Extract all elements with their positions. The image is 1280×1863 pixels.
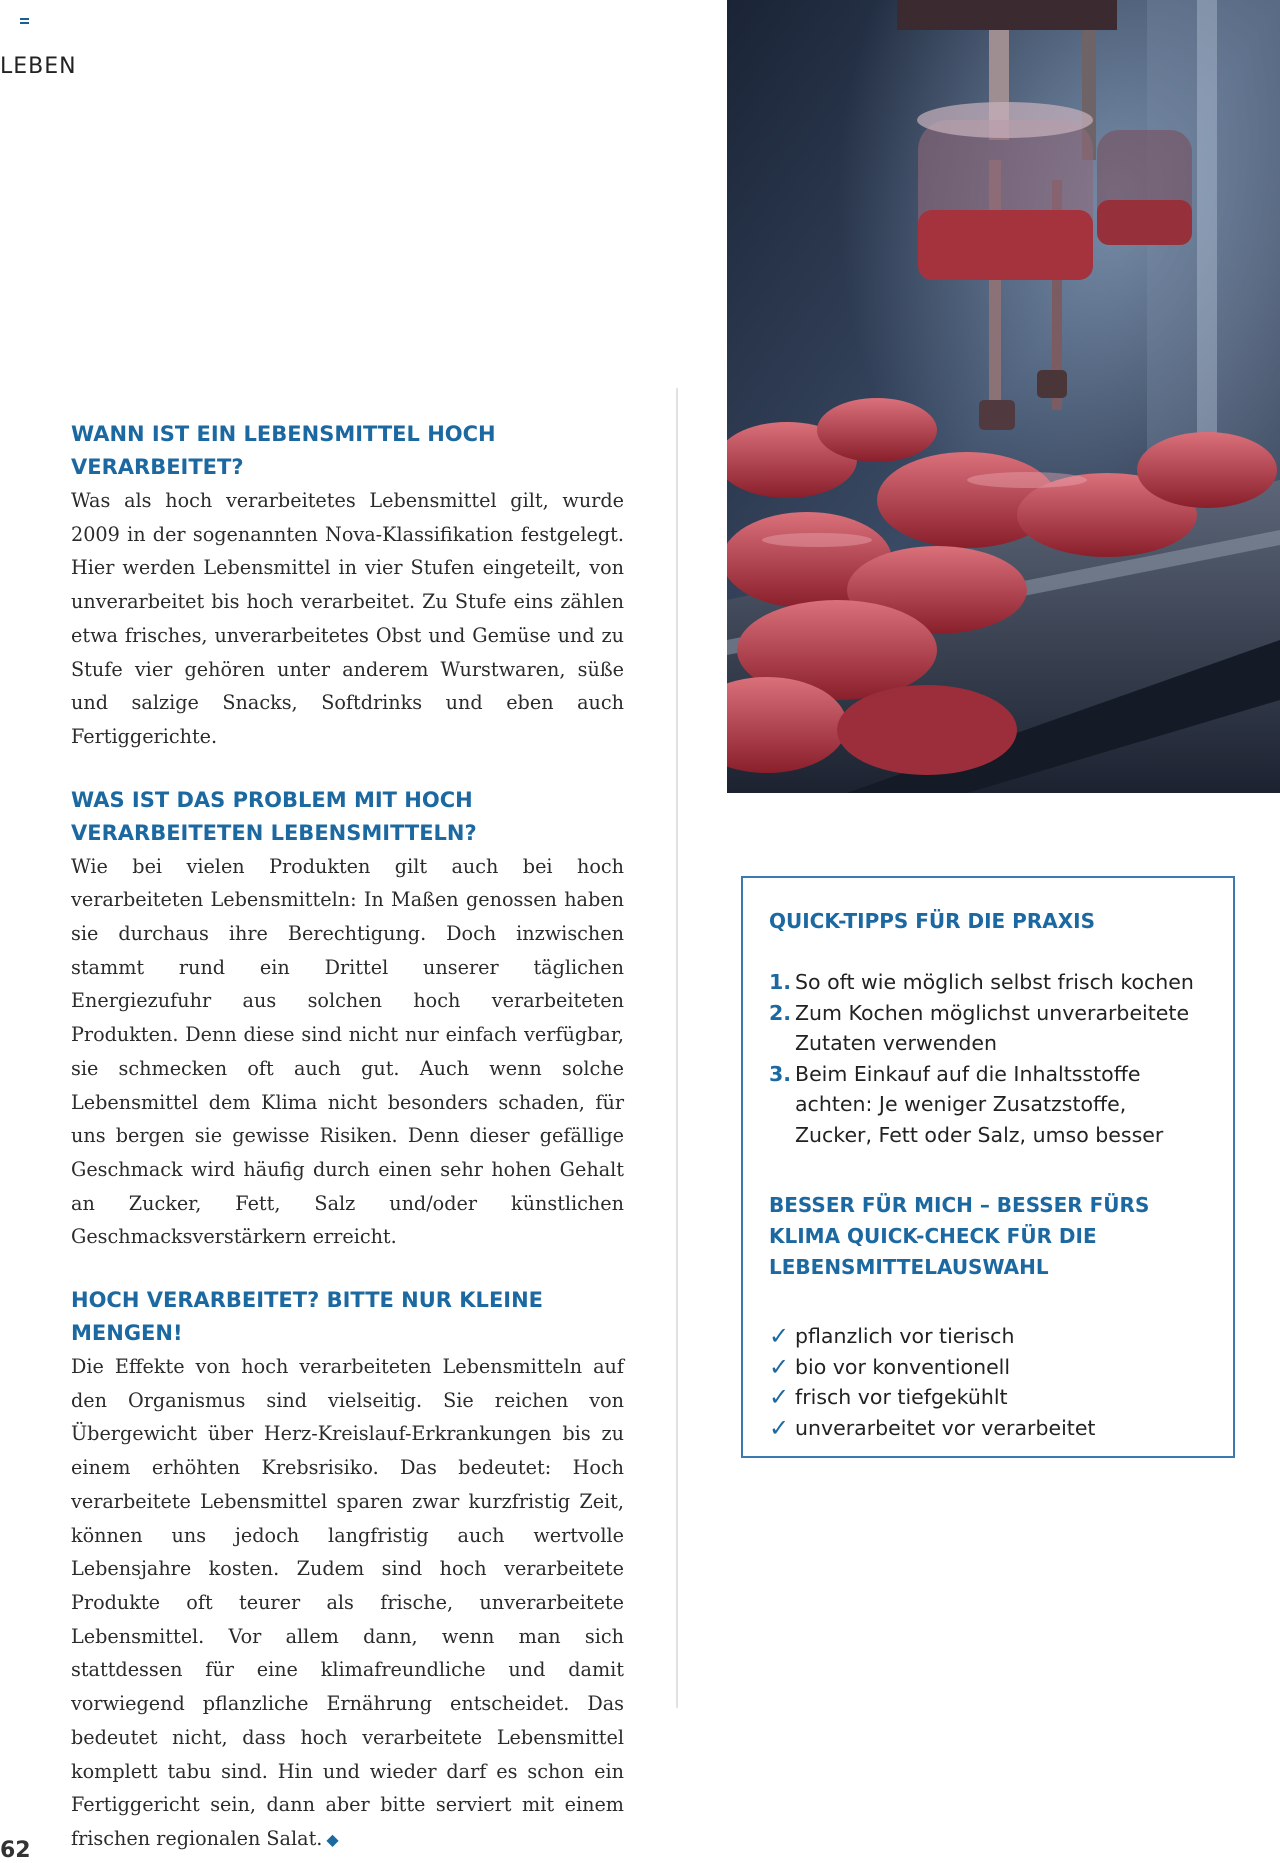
check-text: unverarbeitet vor verarbeitet (795, 1415, 1096, 1440)
tips-heading: QUICK-TIPPS FÜR DIE PRAXIS (769, 909, 1095, 933)
checkmark-icon: ✓ (769, 1322, 790, 1350)
quick-check-heading: BESSER FÜR MICH – BESSER FÜRS KLIMA QUICK-CHECK FÜR DIE LEBENSMITTELAUSWAHL (769, 1193, 1150, 1279)
tip-text: So oft wie möglich selbst frisch kochen (795, 970, 1194, 994)
tip-number: 1. (769, 970, 792, 994)
check-text: frisch vor tiefgekühlt (795, 1385, 1008, 1409)
check-item (769, 1321, 1207, 1352)
section-2-body: Wie bei vielen Produkten gilt auch bei hoch verarbeiteten Lebensmitteln: In Maßen genossen haben sie durchaus ihre Berechtigung. Doch inzwischen stammt rund ein Drittel unserer täglichen Energiezufuhr aus solchen hoch verarbeiteten Produkten. Denn diese sind nicht nur einfach verfügbar, sie schmecken oft auch gut. Auch wenn solche Lebensmittel dem Klima nicht besonders schaden, für uns bergen sie gewisse Risiken. Denn dieser gefällige Geschmack wird häufig durch einen sehr hohen Gehalt an Zucker, Fett, Salz und/oder künstlichen Geschmacksverstärkern erreicht. (71, 854, 624, 1249)
tip-item (769, 967, 1207, 998)
tip-number: 2. (769, 1000, 792, 1025)
menu-icon (20, 18, 29, 26)
tip-text: Zum Kochen möglichst unverarbeitete Zutaten verwenden (795, 1000, 1190, 1055)
tip-item (769, 998, 1207, 1059)
article (71, 418, 624, 1857)
tips-list (769, 967, 1207, 1150)
checkmark-icon: ✓ (769, 1352, 790, 1381)
section-2-heading: WAS IST DAS PROBLEM MIT HOCH VERARBEITETEN LEBENSMITTELN? (71, 787, 477, 845)
page-number: 62 (0, 1838, 31, 1863)
quick-tips-box (741, 876, 1235, 1458)
check-item (769, 1352, 1207, 1383)
check-list (769, 1321, 1207, 1443)
column-divider (676, 388, 678, 1708)
meat-processing-photo (727, 0, 1280, 793)
section-3-body-wrap (71, 1350, 624, 1857)
end-diamond-icon: ◆ (326, 1829, 339, 1849)
check-text: bio vor konventionell (795, 1354, 1011, 1379)
section-3-heading: HOCH VERARBEITET? BITTE NUR KLEINE MENGEN! (71, 1288, 544, 1346)
tip-text: Beim Einkauf auf die Inhaltsstoffe achten: Je weniger Zusatzstoffe, Zucker, Fett oder Salz, umso besser (795, 1061, 1164, 1147)
check-item (769, 1382, 1207, 1413)
section-1-body: Was als hoch verarbeitetes Lebensmittel gilt, wurde 2009 in der sogenannten Nova-Klassifikation festgelegt. Hier werden Lebensmittel in vier Stufen eingeteilt, von unverarbeitet bis hoch verarbeitet. Zu Stufe eins zählen etwa frisches, unverarbeitetes Obst und Gemüse und zu Stufe vier gehören unter anderem Wurstwaren, süße und salzige Snacks, Softdrinks und eben auch Fertiggerichte. (71, 489, 624, 748)
section-label: LEBEN (0, 54, 77, 79)
tip-number: 3. (769, 1061, 792, 1086)
tip-item (769, 1059, 1207, 1151)
section-1-heading: WANN IST EIN LEBENSMITTEL HOCH VERARBEITET? (71, 422, 496, 479)
checkmark-icon: ✓ (769, 1383, 790, 1411)
section-3-body: Die Effekte von hoch verarbeiteten Lebensmitteln auf den Organismus sind vielseitig. Sie reichen von Übergewicht über Herz-Kreislauf-Erkrankungen bis zu einem erhöhten Krebsrisiko. Das bedeutet: Hoch verarbeitete Lebensmittel sparen zwar kurzfristig Zeit, können uns jedoch langfristig auch wertvolle Lebensjahre kosten. Zudem sind hoch verarbeitete Produkte oft teurer als frische, unverarbeitete Lebensmittel. Vor allem dann, wenn man sich stattdessen für eine klimafreundliche und damit vorwiegend pflanzliche Ernährung entscheidet. Das bedeutet nicht, dass hoch verarbeitete Lebensmittel komplett tabu sind. Hin und wieder darf es schon ein Fertiggericht sein, dann aber bitte serviert mit einem frischen regionalen Salat. (71, 1355, 624, 1850)
check-text: pflanzlich vor tierisch (795, 1324, 1015, 1348)
check-item (769, 1413, 1207, 1444)
checkmark-icon: ✓ (769, 1413, 790, 1442)
